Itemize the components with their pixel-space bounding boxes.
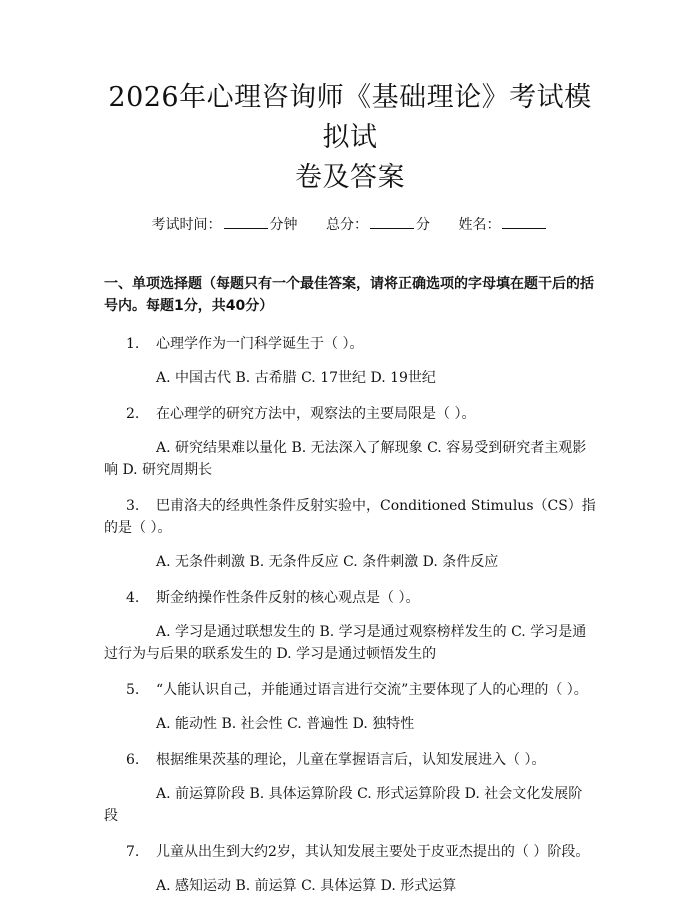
document-title <box>104 78 596 198</box>
question-stem <box>104 333 596 355</box>
title-line-1: 2026年心理咨询师《基础理论》考试模拟试 <box>108 82 592 153</box>
question-options: A. 感知运动 B. 前运算 C. 具体运算 D. 形式运算 <box>156 878 457 894</box>
question-list <box>104 333 596 897</box>
name-blank <box>502 214 546 229</box>
question-text: 斯金纳操作性条件反射的核心观点是（ ）。 <box>156 590 420 606</box>
question-item <box>104 679 596 735</box>
question-stem <box>104 495 596 539</box>
question-item <box>104 841 596 897</box>
exam-time-label: 考试时间： <box>151 217 222 233</box>
question-number: 5. <box>126 682 140 698</box>
total-score-label: 总分： <box>326 217 368 233</box>
question-number: 6. <box>126 752 140 768</box>
name-field <box>458 214 548 235</box>
question-options: A. 学习是通过联想发生的 B. 学习是通过观察榜样发生的 C. 学习是通过行为与后果的联系发生的 D. 学习是通过顿悟发生的 <box>104 624 587 662</box>
question-text: “人能认识自己，并能通过语言进行交流”主要体现了人的心理的（ ）。 <box>156 682 588 698</box>
question-number: 2. <box>126 406 140 422</box>
question-options: A. 前运算阶段 B. 具体运算阶段 C. 形式运算阶段 D. 社会文化发展阶段 <box>104 786 583 824</box>
question-number: 7. <box>126 844 140 860</box>
question-item <box>104 495 596 573</box>
question-options: A. 研究结果难以量化 B. 无法深入了解现象 C. 容易受到研究者主观影响 D. 研究周期长 <box>104 440 587 478</box>
question-text: 心理学作为一门科学诞生于（ ）。 <box>156 336 364 352</box>
question-text: 在心理学的研究方法中，观察法的主要局限是（ ）。 <box>156 406 476 422</box>
question-text: 儿童从出生到大约2岁，其认知发展主要处于皮亚杰提出的（ ）阶段。 <box>156 844 590 860</box>
total-score-blank <box>370 214 414 229</box>
title-line-2: 卷及答案 <box>295 162 405 193</box>
exam-time-field <box>152 214 298 235</box>
question-options: A. 中国古代 B. 古希腊 C. 17世纪 D. 19世纪 <box>156 370 436 386</box>
exam-time-blank <box>224 214 268 229</box>
exam-meta <box>104 214 596 235</box>
question-options: A. 能动性 B. 社会性 C. 普遍性 D. 独特性 <box>156 716 415 732</box>
question-text: 巴甫洛夫的经典性条件反射实验中，Conditioned Stimulus（CS）指的是（ ）。 <box>104 498 596 536</box>
question-stem <box>104 587 596 609</box>
question-item <box>104 587 596 665</box>
question-number: 1. <box>126 336 140 352</box>
question-stem <box>104 749 596 771</box>
question-item <box>104 333 596 389</box>
total-score-field <box>326 214 430 235</box>
question-number: 4. <box>126 590 140 606</box>
question-stem <box>104 679 596 701</box>
name-label: 姓名： <box>458 217 501 233</box>
question-text: 根据维果茨基的理论，儿童在掌握语言后，认知发展进入（ ）。 <box>156 752 546 768</box>
section-heading-single-choice: 一、单项选择题（每题只有一个最佳答案，请将正确选项的字母填在题干后的括号内。每题1分，共40分） <box>104 276 594 314</box>
question-options: A. 无条件刺激 B. 无条件反应 C. 条件刺激 D. 条件反应 <box>156 554 499 570</box>
question-stem <box>104 841 596 863</box>
exam-time-unit: 分钟 <box>269 217 298 233</box>
question-item <box>104 749 596 827</box>
question-number: 3. <box>126 498 140 514</box>
question-stem <box>104 403 596 425</box>
question-item <box>104 403 596 481</box>
total-score-unit: 分 <box>416 217 430 233</box>
